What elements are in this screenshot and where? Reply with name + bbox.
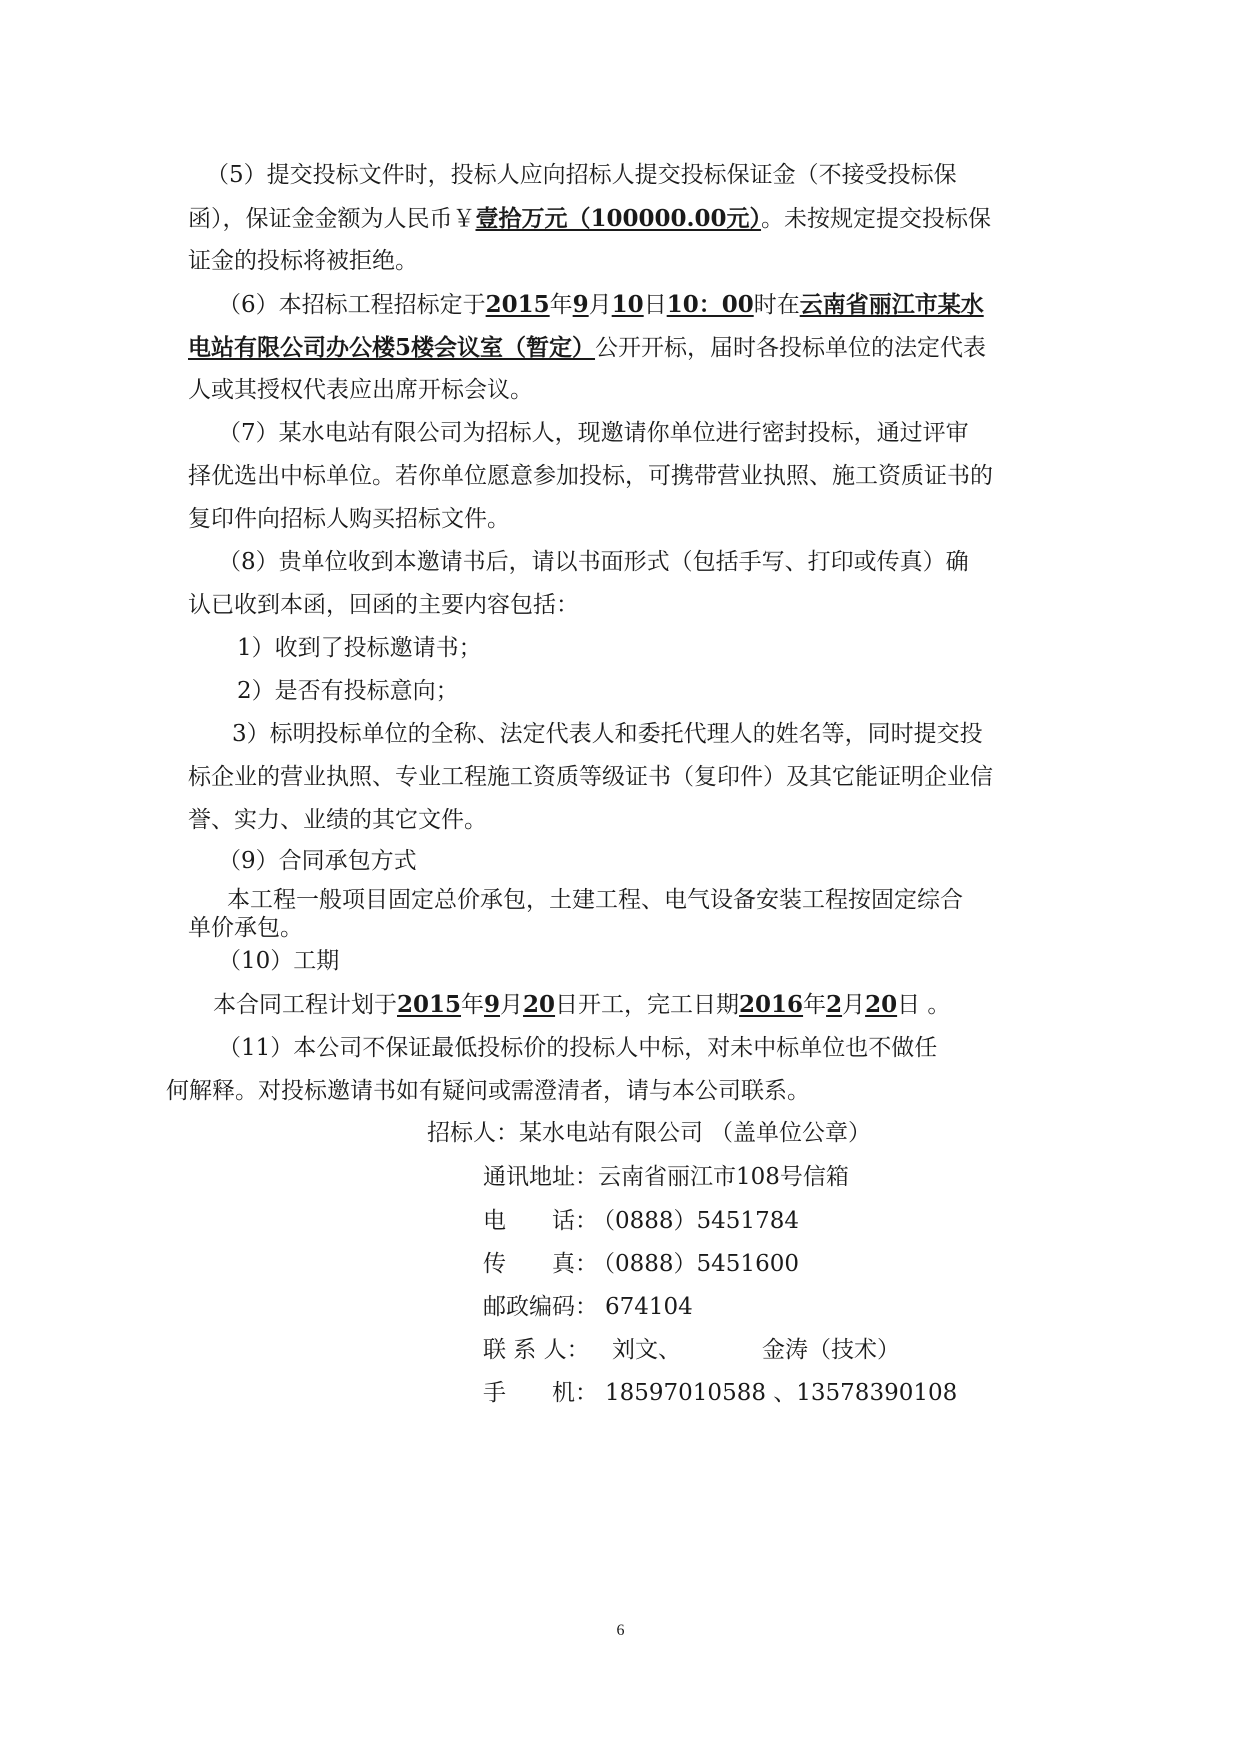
postcode-label: 邮政编码： [483, 1294, 598, 1320]
page-number: 6 [616, 1622, 625, 1639]
para9-line1: 本工程一般项目固定总价承包，土建工程、电气设备安装工程按固定综合 [227, 887, 963, 913]
para5-line1: （5）提交投标文件时，投标人应向招标人提交投标保证金（不接受投标保 [206, 162, 957, 188]
postcode-value: 674104 [605, 1294, 693, 1320]
contact-person-2: 金涛（技术） [762, 1337, 900, 1363]
para8-item2: 2）是否有投标意向； [237, 678, 459, 704]
para5-line3: 证金的投标将被拒绝。 [188, 248, 418, 274]
para6-line2: 电站有限公司办公楼5楼会议室（暂定）公开开标，届时各投标单位的法定代表 [188, 334, 987, 361]
para8-item1: 1）收到了投标邀请书； [237, 635, 482, 661]
mobile-value: 18597010588 、13578390108 [605, 1380, 958, 1406]
para11-line1: （11）本公司不保证最低投标价的投标人中标，对未中标单位也不做任 [218, 1035, 938, 1061]
para8-line2: 认已收到本函，回函的主要内容包括： [188, 592, 579, 618]
opening-location: 云南省丽江市某水 [799, 291, 984, 318]
phone-value: （0888）5451784 [592, 1208, 799, 1234]
issuer: 招标人：某水电站有限公司 [427, 1120, 703, 1146]
phone-label: 电 话： [483, 1208, 598, 1234]
para8-item3-line1: 3）标明投标单位的全称、法定代表人和委托代理人的姓名等，同时提交投 [232, 721, 983, 747]
address-value: 云南省丽江市108号信箱 [598, 1164, 849, 1190]
para8-item3-line2: 标企业的营业执照、专业工程施工资质等级证书（复印件）及其它能证明企业信 [188, 764, 993, 790]
para5-line2: 函），保证金金额为人民币￥壹拾万元（100000.00元）。未按规定提交投标保 [188, 205, 992, 232]
para7-line1: （7）某水电站有限公司为招标人，现邀请你单位进行密封投标，通过评审 [218, 420, 969, 446]
mobile-label: 手 机： [483, 1380, 598, 1406]
contact-label: 联 系 人： [483, 1337, 590, 1363]
contact-person-1: 刘文、 [612, 1337, 681, 1363]
para8-line1: （8）贵单位收到本邀请书后，请以书面形式（包括手写、打印或传真）确 [218, 549, 969, 575]
seal-note: （盖单位公章） [710, 1120, 871, 1146]
para6-line1: （6）本招标工程招标定于2015年9月10日10：00时在云南省丽江市某水 [218, 291, 984, 318]
para9-title: （9）合同承包方式 [218, 848, 417, 874]
para11-line2: 何解释。对投标邀请书如有疑问或需澄清者，请与本公司联系。 [166, 1078, 810, 1104]
para8-item3-line3: 誉、实力、业绩的其它文件。 [188, 807, 487, 833]
para10-schedule: 本合同工程计划于2015年9月20日开工，完工日期2016年2月20日 。 [213, 991, 951, 1018]
para7-line3: 复印件向招标人购买招标文件。 [188, 506, 510, 532]
para9-line2: 单价承包。 [188, 915, 303, 941]
bid-bond-amount: 壹拾万元（100000.00元） [475, 205, 762, 232]
para6-line3: 人或其授权代表应出席开标会议。 [188, 377, 533, 403]
para7-line2: 择优选出中标单位。若你单位愿意参加投标，可携带营业执照、施工资质证书的 [188, 463, 993, 489]
address-label: 通讯地址： [483, 1164, 598, 1190]
para10-title: （10）工期 [218, 948, 340, 974]
fax-value: （0888）5451600 [592, 1251, 799, 1277]
fax-label: 传 真： [483, 1251, 598, 1277]
